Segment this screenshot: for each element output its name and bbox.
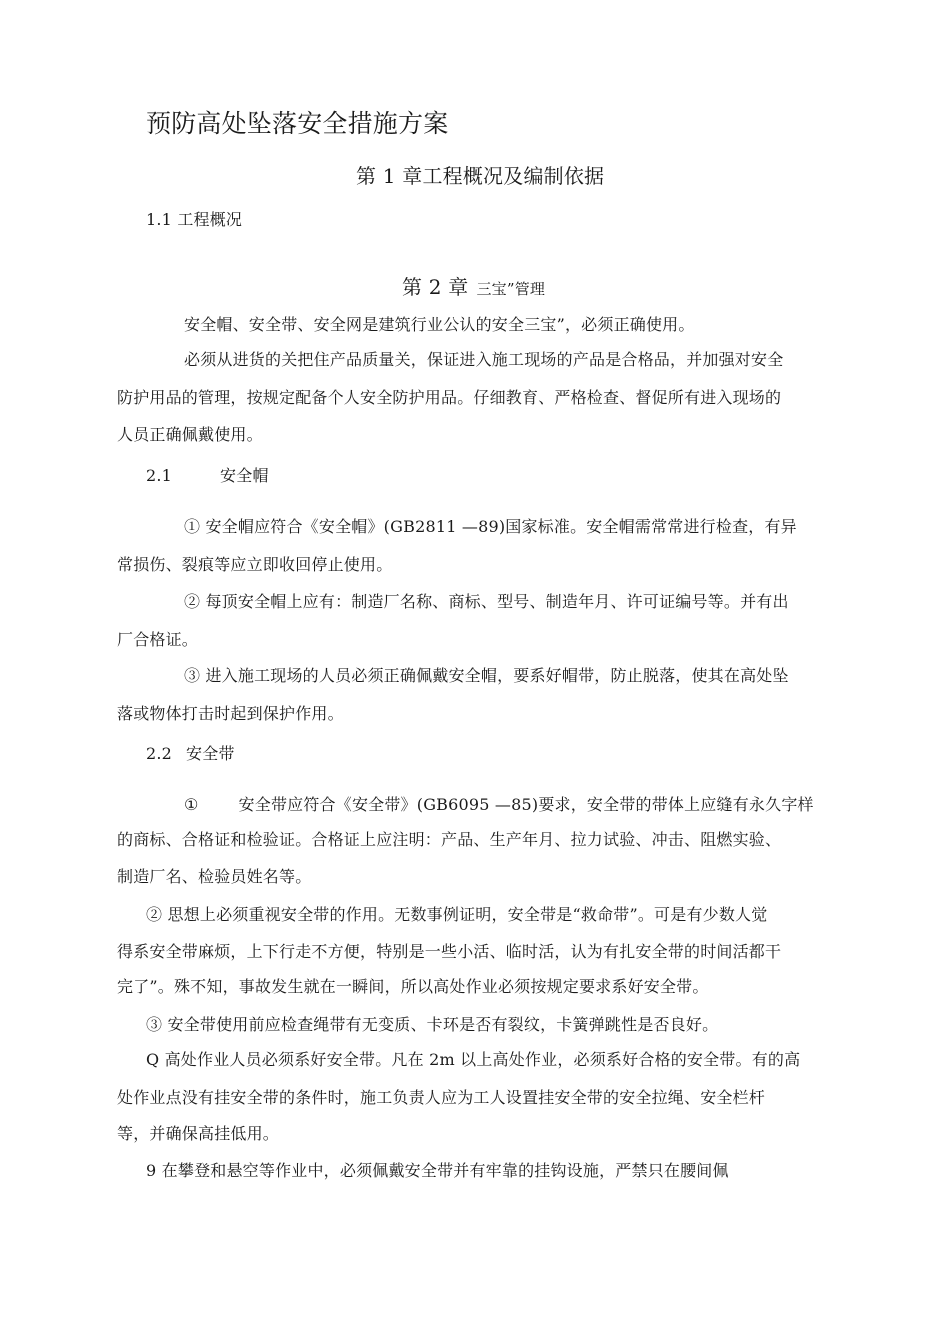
list-marker: ① xyxy=(184,795,199,814)
chapter-1-heading: 第 1 章工程概况及编制依据 xyxy=(356,164,605,188)
list-item-line: 9 在攀登和悬空等作业中，必须佩戴安全带并有牢靠的挂钩设施，严禁只在腰间佩 xyxy=(146,1161,729,1180)
list-item-line: 制造厂名、检验员姓名等。 xyxy=(117,867,312,886)
list-item-line: 处作业点没有挂安全带的条件时，施工负责人应为工人设置挂安全带的安全拉绳、安全栏杆 xyxy=(117,1088,766,1107)
list-item-text: 安全带应符合《安全带》(GB6095 —85)要求，安全带的带体上应缝有永久字样 xyxy=(238,795,814,814)
document-title: 预防高处坠落安全措施方案 xyxy=(146,109,449,138)
section-2-1-heading xyxy=(146,466,269,486)
section-2-2-heading xyxy=(146,744,235,764)
section-number: 2.1 xyxy=(146,466,173,485)
paragraph-line: 必须从进货的关把住产品质量关，保证进入施工现场的产品是合格品，并加强对安全 xyxy=(184,350,784,369)
chapter-2-heading xyxy=(402,274,545,302)
paragraph-line: 安全帽、安全带、安全网是建筑行业公认的安全三宝”，必须正确使用。 xyxy=(184,315,695,334)
section-title: 安全带 xyxy=(186,744,235,763)
list-item-line: ③ 进入施工现场的人员必须正确佩戴安全帽，要系好帽带，防止脱落，使其在高处坠 xyxy=(184,666,789,685)
list-item-line: 得系安全带麻烦，上下行走不方便，特别是一些小活、临时活，认为有扎安全带的时间活都干 xyxy=(117,942,782,961)
chapter-2-number: 第 2 章 xyxy=(402,275,469,299)
paragraph-line: 人员正确佩戴使用。 xyxy=(117,425,263,444)
list-item-line: 厂合格证。 xyxy=(117,630,199,649)
list-item-line: 落或物体打击时起到保护作用。 xyxy=(117,704,344,723)
list-item-line: ② 每顶安全帽上应有：制造厂名称、商标、型号、制造年月、许可证编号等。并有出 xyxy=(184,592,789,611)
list-item-line: Q 高处作业人员必须系好安全带。凡在 2m 以上高处作业，必须系好合格的安全带。有的高 xyxy=(146,1050,801,1069)
section-title: 安全帽 xyxy=(220,466,269,485)
list-item-line: 常损伤、裂痕等应立即收回停止使用。 xyxy=(117,555,393,574)
list-item-line: ① 安全帽应符合《安全帽》(GB2811 —89)国家标准。安全帽需常常进行检查，有异 xyxy=(184,517,797,536)
list-item-line: 的商标、合格证和检验证。合格证上应注明：产品、生产年月、拉力试验、冲击、阻燃实验、 xyxy=(117,830,782,849)
list-item-line: 完了”。殊不知，事故发生就在一瞬间，所以高处作业必须按规定要求系好安全带。 xyxy=(117,977,709,996)
list-item-line: 等，并确保高挂低用。 xyxy=(117,1124,280,1143)
section-1-1-heading: 1.1 工程概况 xyxy=(146,210,243,229)
section-number: 2.2 xyxy=(146,744,173,763)
chapter-2-subtitle: 三宝”管理 xyxy=(476,280,546,298)
list-item-line: ② 思想上必须重视安全带的作用。无数事例证明，安全带是“救命带”。可是有少数人觉 xyxy=(146,905,768,924)
list-item-line xyxy=(184,795,814,815)
paragraph-line: 防护用品的管理，按规定配备个人安全防护用品。仔细教育、严格检查、督促所有进入现场的 xyxy=(117,388,782,407)
list-item-line: ③ 安全带使用前应检查绳带有无变质、卡环是否有裂纹，卡簧弹跳性是否良好。 xyxy=(146,1015,719,1034)
